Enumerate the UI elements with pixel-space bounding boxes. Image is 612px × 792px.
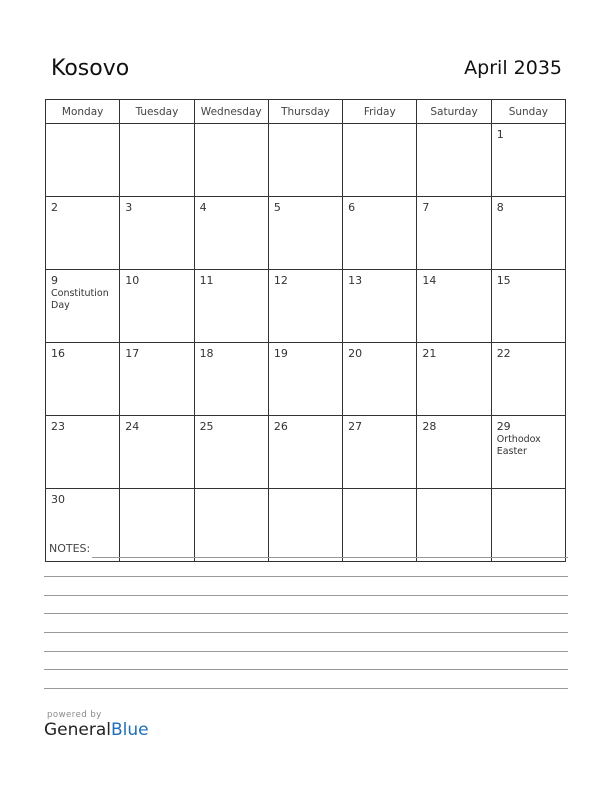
day-cell xyxy=(268,343,342,416)
day-number: 10 xyxy=(125,274,140,287)
day-cell xyxy=(417,124,491,197)
day-cell xyxy=(268,124,342,197)
day-number: 14 xyxy=(422,274,437,287)
day-cell xyxy=(491,270,565,343)
day-cell xyxy=(46,343,120,416)
day-cell xyxy=(343,343,417,416)
day-number: 11 xyxy=(199,274,214,287)
day-cell xyxy=(343,124,417,197)
weekday-wednesday: Wednesday xyxy=(194,100,268,124)
day-cell xyxy=(491,343,565,416)
calendar-month-title: April 2035 xyxy=(464,57,562,79)
day-number: 18 xyxy=(199,347,214,360)
powered-by-text: powered by xyxy=(47,710,102,720)
day-cell xyxy=(194,489,268,562)
calendar-grid xyxy=(45,99,566,562)
day-cell xyxy=(46,416,120,489)
day-number: 26 xyxy=(273,420,288,433)
day-number: 4 xyxy=(199,201,207,214)
brand-logo xyxy=(44,720,149,740)
day-cell xyxy=(417,416,491,489)
day-number: 24 xyxy=(125,420,140,433)
day-number: 12 xyxy=(273,274,288,287)
day-number: 19 xyxy=(273,347,288,360)
day-cell xyxy=(491,124,565,197)
day-number: 13 xyxy=(348,274,363,287)
notes-label: NOTES: xyxy=(49,542,91,555)
day-cell xyxy=(417,343,491,416)
note-line xyxy=(44,688,568,689)
day-cell xyxy=(194,416,268,489)
holiday-label: Constitution Day xyxy=(51,288,109,311)
day-number: 7 xyxy=(422,201,430,214)
note-line xyxy=(44,613,568,614)
weekday-friday: Friday xyxy=(343,100,417,124)
day-cell xyxy=(417,270,491,343)
note-line xyxy=(44,632,568,633)
weekday-thursday: Thursday xyxy=(268,100,342,124)
week-row xyxy=(46,416,566,489)
day-cell xyxy=(417,197,491,270)
day-cell xyxy=(120,416,194,489)
day-number: 9 xyxy=(51,274,58,287)
day-number: 23 xyxy=(51,420,65,433)
note-line xyxy=(44,595,568,596)
day-number: 28 xyxy=(422,420,437,433)
note-line xyxy=(44,576,568,577)
day-number: 30 xyxy=(51,493,65,506)
day-cell xyxy=(417,489,491,562)
day-number: 2 xyxy=(51,201,58,214)
note-line xyxy=(44,651,568,652)
day-cell xyxy=(194,197,268,270)
day-cell xyxy=(343,489,417,562)
weekday-sunday: Sunday xyxy=(491,100,565,124)
brand-blue: Blue xyxy=(111,720,149,740)
day-number: 27 xyxy=(348,420,363,433)
day-cell xyxy=(120,343,194,416)
day-cell xyxy=(120,197,194,270)
day-cell xyxy=(120,489,194,562)
day-cell xyxy=(343,270,417,343)
weekday-header-row xyxy=(46,100,566,124)
day-cell xyxy=(120,270,194,343)
day-cell xyxy=(491,416,565,489)
week-row xyxy=(46,270,566,343)
day-cell xyxy=(194,343,268,416)
day-number: 1 xyxy=(496,128,504,141)
day-number: 16 xyxy=(51,347,65,360)
day-cell xyxy=(491,489,565,562)
day-number: 15 xyxy=(496,274,511,287)
day-number: 21 xyxy=(422,347,437,360)
holiday-label: Orthodox Easter xyxy=(496,434,541,457)
note-line xyxy=(92,557,568,558)
day-cell xyxy=(491,197,565,270)
day-cell xyxy=(46,197,120,270)
day-cell xyxy=(343,197,417,270)
note-line xyxy=(44,669,568,670)
day-number: 25 xyxy=(199,420,214,433)
day-number: 20 xyxy=(348,347,363,360)
day-number: 17 xyxy=(125,347,140,360)
week-row xyxy=(46,343,566,416)
day-cell xyxy=(46,124,120,197)
day-number: 8 xyxy=(496,201,504,214)
day-cell xyxy=(343,416,417,489)
day-number: 5 xyxy=(273,201,281,214)
day-cell xyxy=(268,416,342,489)
brand-general: General xyxy=(44,720,111,740)
day-number: 3 xyxy=(125,201,133,214)
day-cell xyxy=(194,270,268,343)
day-cell xyxy=(268,270,342,343)
day-cell xyxy=(268,197,342,270)
day-number: 6 xyxy=(348,201,356,214)
weekday-saturday: Saturday xyxy=(417,100,491,124)
day-cell xyxy=(268,489,342,562)
weekday-tuesday: Tuesday xyxy=(120,100,194,124)
day-number: 29 xyxy=(496,420,511,433)
day-cell xyxy=(194,124,268,197)
day-cell xyxy=(120,124,194,197)
day-cell xyxy=(46,270,120,343)
week-row xyxy=(46,197,566,270)
calendar-country-title: Kosovo xyxy=(51,56,130,81)
week-row xyxy=(46,124,566,197)
weekday-monday: Monday xyxy=(46,100,120,124)
day-number: 22 xyxy=(496,347,511,360)
week-row xyxy=(46,489,566,562)
